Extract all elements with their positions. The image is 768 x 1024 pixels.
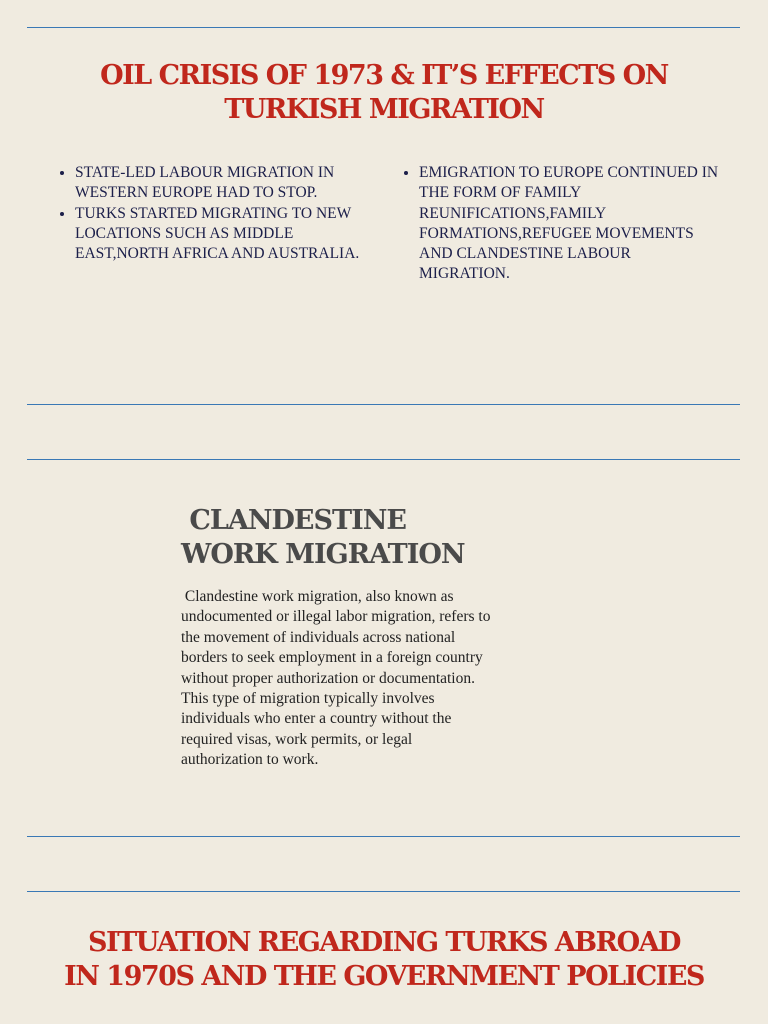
slide2-body-text: Clandestine work migration, also known as undocumented or illegal labor migration, refers to the movement of individuals across national borders to seek employment in a foreign country without proper authorization or documentation. This type of migration typically involves individuals who enter a country without the required visas, work permits, or legal authorization to work. (181, 588, 495, 769)
slide3-title (0, 926, 768, 994)
slide2-heading-line2: WORK MIGRATION (181, 539, 465, 570)
slide1-right-bullets (399, 163, 719, 285)
slide1-title (0, 59, 768, 127)
slide2-heading (181, 504, 465, 572)
slide3-top-rule (27, 891, 740, 892)
list-item: • EMIGRATION TO EUROPE CONTINUED IN THE FORM OF FAMILY REUNIFICATIONS,FAMILY FORMATIONS,REFUGEE MOVEMENTS AND CLANDESTINE LABOUR MIGRATION. (419, 163, 719, 285)
slide3-title-line1: SITUATION REGARDING TURKS ABROAD (88, 927, 680, 958)
slide1-left-bullets (55, 163, 375, 264)
list-item: • TURKS STARTED MIGRATING TO NEW LOCATIONS SUCH AS MIDDLE EAST,NORTH AFRICA AND AUSTRALIA. (75, 204, 375, 265)
slide2-heading-line1: CLANDESTINE (181, 505, 406, 536)
slide2-bottom-rule (27, 836, 740, 837)
slide3-title-line2: IN 1970S AND THE GOVERNMENT POLICIES (64, 961, 704, 992)
slide1-title-line2: TURKISH MIGRATION (224, 94, 544, 125)
slide1-title-line1: OIL CRISIS OF 1973 & IT’S EFFECTS ON (100, 60, 668, 91)
slide1-bottom-rule (27, 404, 740, 405)
slide1-top-rule (27, 27, 740, 28)
slide2-top-rule (27, 459, 740, 460)
list-item: • STATE-LED LABOUR MIGRATION IN WESTERN EUROPE HAD TO STOP. (75, 163, 375, 204)
